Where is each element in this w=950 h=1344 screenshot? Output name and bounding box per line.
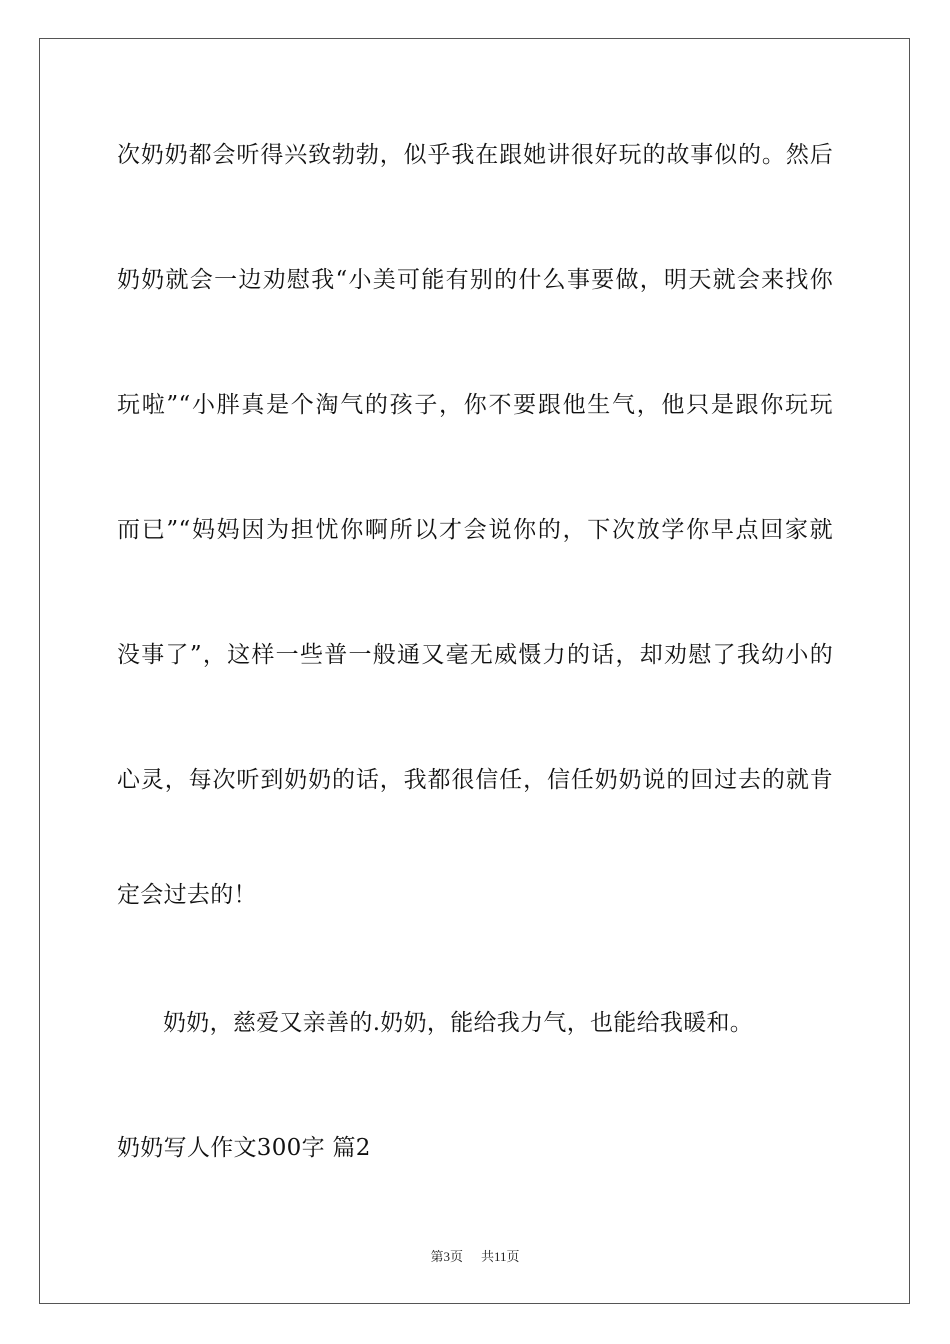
page-border xyxy=(39,38,910,1304)
page-number: 第3页 xyxy=(430,1249,463,1264)
page-total: 共11页 xyxy=(480,1249,520,1264)
body-text-line: 奶奶就会一边劝慰我“小美可能有别的什么事要做，明天就会来找你 xyxy=(117,267,833,293)
page-footer xyxy=(0,1248,950,1266)
body-text-line: 定会过去的！ xyxy=(117,882,257,908)
body-text-line: 次奶奶都会听得兴致勃勃，似乎我在跟她讲很好玩的故事似的。然后 xyxy=(117,142,833,168)
section-heading: 奶奶写人作文300字 篇2 xyxy=(117,1135,371,1161)
body-text-line: 玩啦”“小胖真是个淘气的孩子，你不要跟他生气，他只是跟你玩玩 xyxy=(117,392,833,418)
paragraph-text: 奶奶，慈爱又亲善的.奶奶，能给我力气，也能给我暖和。 xyxy=(163,1010,754,1036)
body-text-line: 心灵，每次听到奶奶的话，我都很信任，信任奶奶说的回过去的就肯 xyxy=(117,767,833,793)
body-text-line: 没事了”，这样一些普一般通又毫无威慑力的话，却劝慰了我幼小的 xyxy=(117,642,833,668)
body-text-line: 而已”“妈妈因为担忧你啊所以才会说你的，下次放学你早点回家就 xyxy=(117,517,833,543)
